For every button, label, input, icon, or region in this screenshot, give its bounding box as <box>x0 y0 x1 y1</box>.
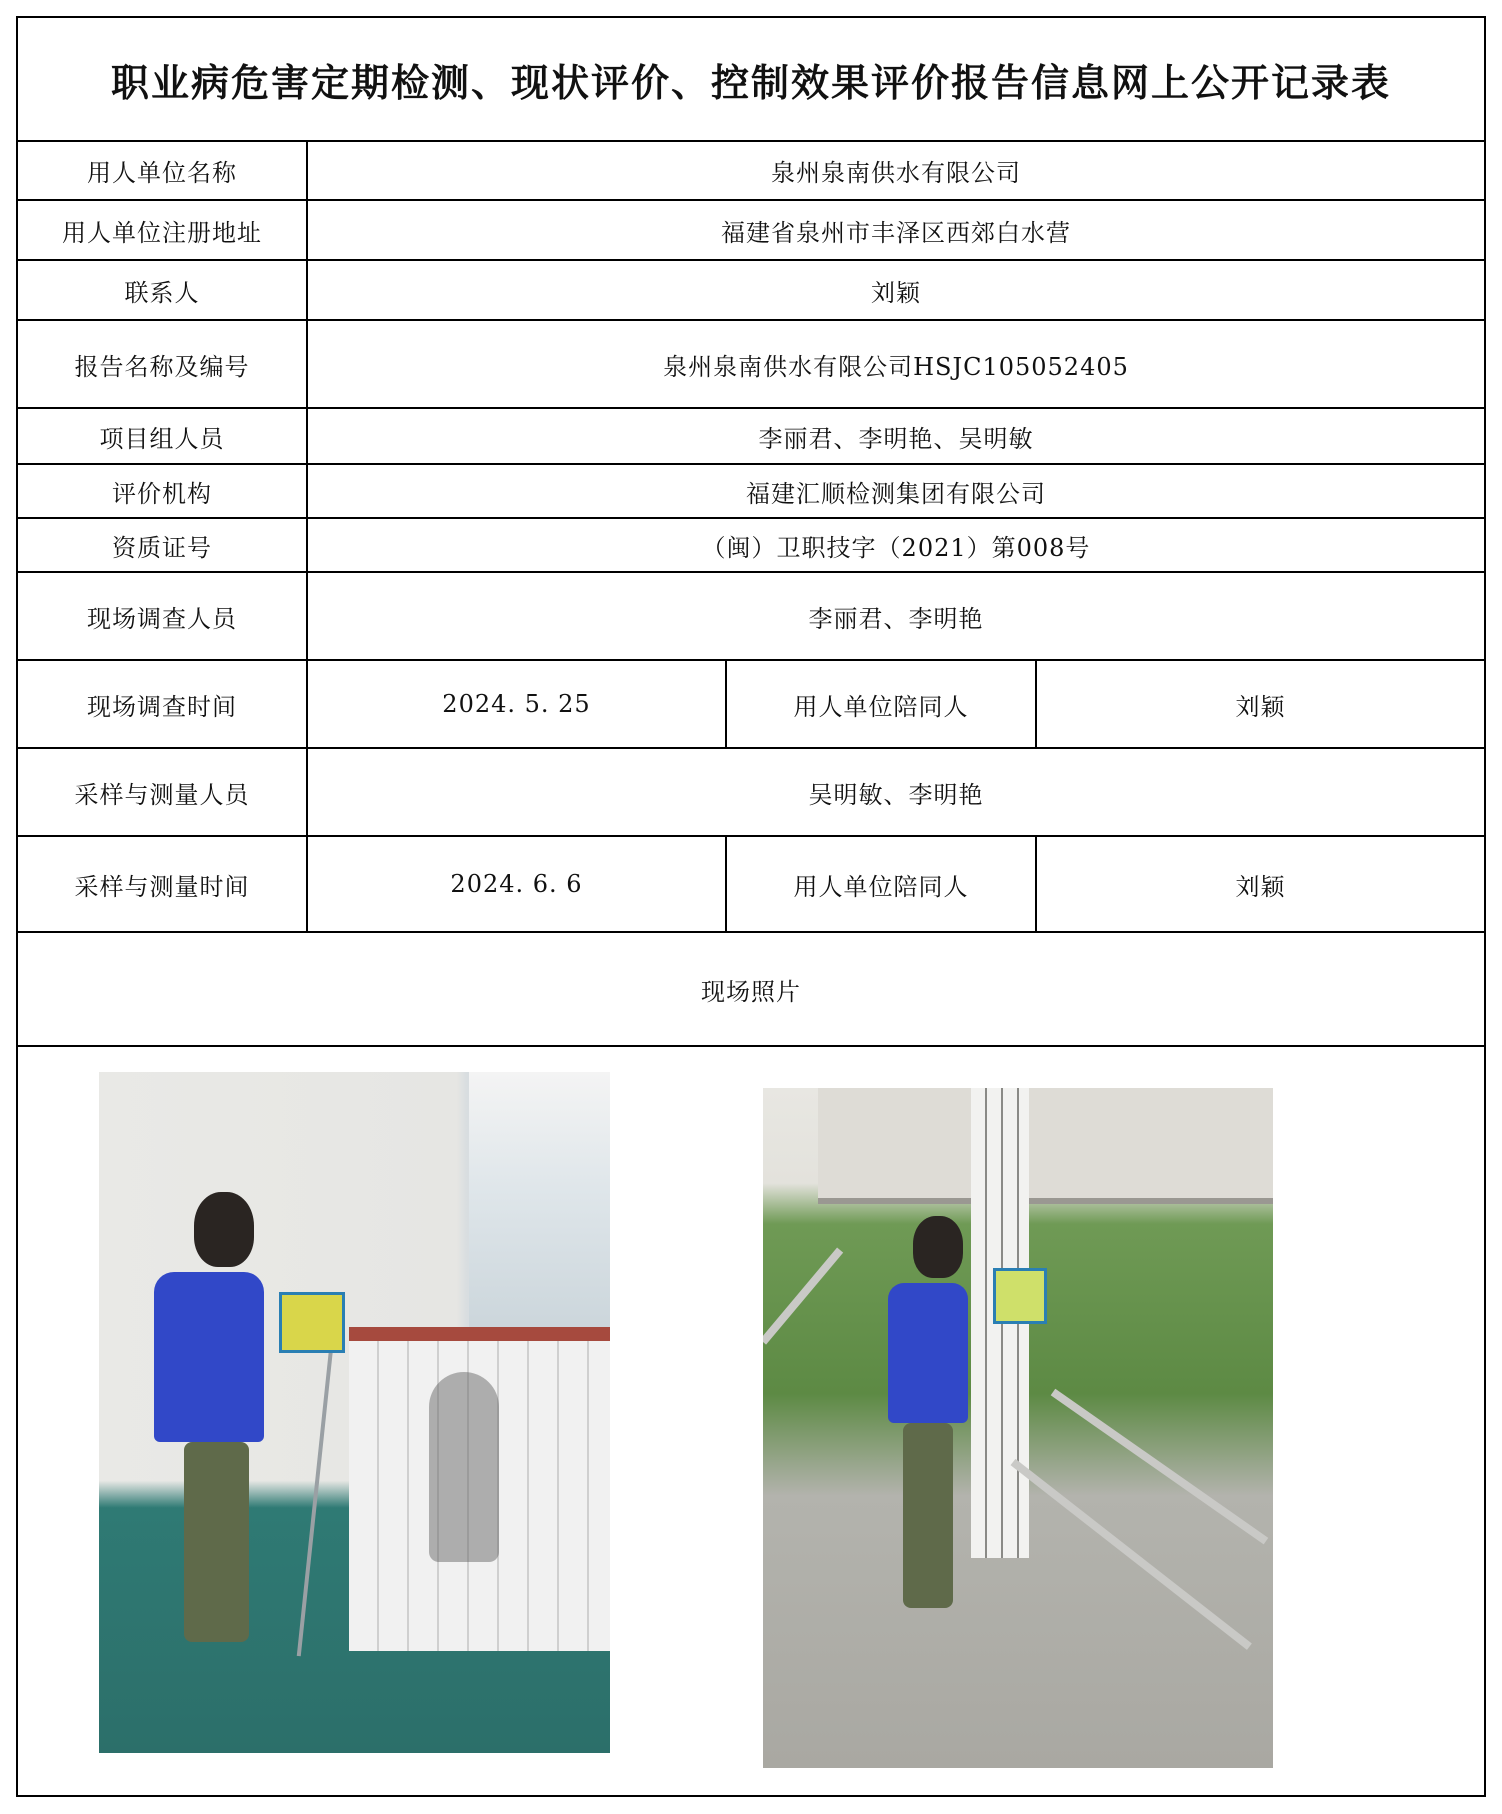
report-value: 泉州泉南供水有限公司HSJC105052405 <box>663 352 1129 381</box>
sampling-device <box>993 1268 1047 1324</box>
employer-address-label: 用人单位注册地址 <box>62 218 262 247</box>
contact-label: 联系人 <box>124 278 200 307</box>
sampling-device <box>279 1292 345 1353</box>
employer-address-value: 福建省泉州市丰泽区西郊白水营 <box>721 218 1071 247</box>
site-photos-label: 现场照片 <box>701 977 801 1006</box>
sampling-time-value: 2024. 6. 6 <box>450 870 583 898</box>
team-value: 李丽君、李明艳、吴明敏 <box>758 424 1034 453</box>
survey-staff-value: 李丽君、李明艳 <box>808 604 984 633</box>
certificate-label: 资质证号 <box>112 533 212 562</box>
shadow <box>429 1372 499 1562</box>
agency-label: 评价机构 <box>112 479 212 508</box>
survey-time-value: 2024. 5. 25 <box>442 690 591 718</box>
person-legs <box>184 1442 249 1642</box>
person-vest <box>888 1283 968 1423</box>
site-photo-indoor <box>99 1072 610 1753</box>
survey-staff-label: 现场调查人员 <box>87 604 237 633</box>
contact-value: 刘颖 <box>871 278 921 307</box>
survey-time-label: 现场调查时间 <box>87 692 237 721</box>
row-divider <box>16 1045 1486 1047</box>
sampling-escort-label: 用人单位陪同人 <box>793 872 969 901</box>
sampling-staff-label: 采样与测量人员 <box>74 780 250 809</box>
certificate-value: （闽）卫职技字（2021）第008号 <box>701 533 1091 562</box>
person-legs <box>903 1423 953 1608</box>
team-label: 项目组人员 <box>99 424 225 453</box>
sampling-staff-value: 吴明敏、李明艳 <box>808 780 984 809</box>
sampling-time-label: 采样与测量时间 <box>74 872 250 901</box>
report-label: 报告名称及编号 <box>74 352 250 381</box>
survey-escort-value: 刘颖 <box>1235 692 1286 721</box>
survey-escort-label: 用人单位陪同人 <box>793 692 969 721</box>
handrail <box>763 1248 843 1345</box>
agency-value: 福建汇顺检测集团有限公司 <box>746 479 1046 508</box>
employer-name-label: 用人单位名称 <box>87 159 237 187</box>
page-title: 职业病危害定期检测、现状评价、控制效果评价报告信息网上公开记录表 <box>110 59 1391 105</box>
site-photo-outdoor <box>763 1088 1273 1768</box>
person-head <box>194 1192 254 1267</box>
person-vest <box>154 1272 264 1442</box>
canopy-roof <box>818 1088 1273 1204</box>
sampling-escort-value: 刘颖 <box>1235 872 1286 901</box>
person-head <box>913 1216 963 1278</box>
handrail <box>1011 1459 1252 1650</box>
tripod <box>297 1328 335 1657</box>
window-wall <box>469 1072 610 1362</box>
employer-name-value: 泉州泉南供水有限公司 <box>771 159 1021 187</box>
